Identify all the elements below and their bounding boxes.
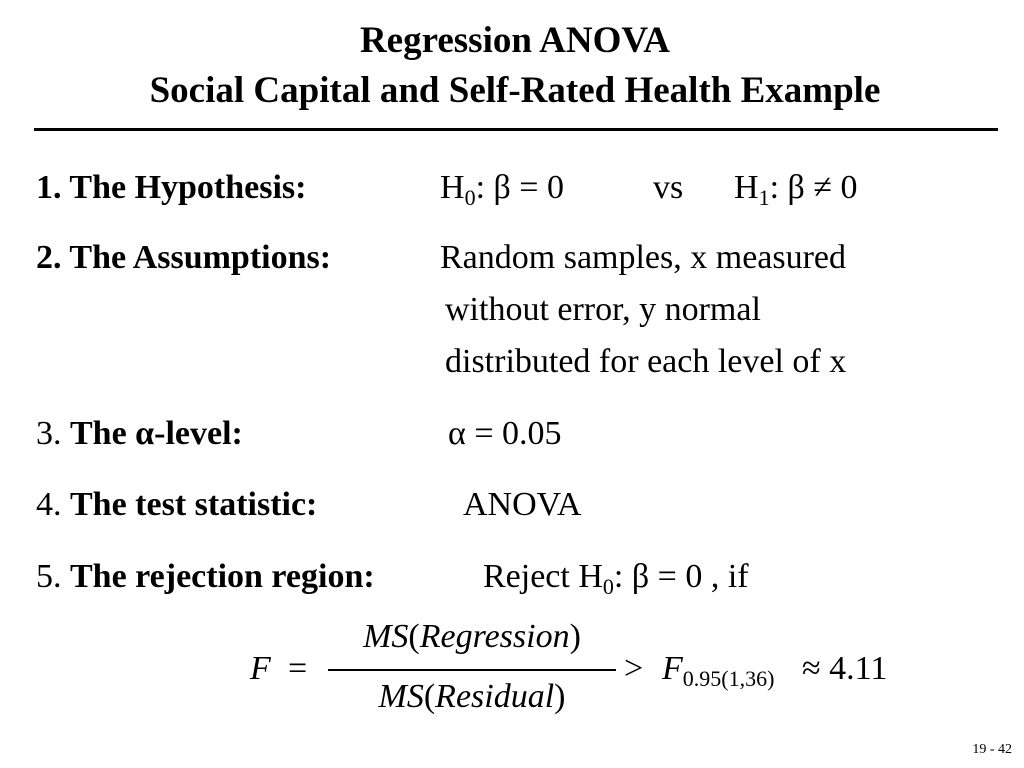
slide-number: 19 - 42 <box>972 742 1012 757</box>
assumptions-line-3: distributed for each level of x <box>445 343 847 380</box>
statistic-label: The test statistic: <box>70 486 318 523</box>
rejection-formula <box>250 614 930 724</box>
title-line-2: Social Capital and Self-Rated Health Example <box>149 70 881 111</box>
item-rejection <box>36 557 375 597</box>
item-hypothesis <box>36 168 306 208</box>
formula-equals: = <box>288 650 308 687</box>
rejection-text: Reject $H_0$: β = 0 , if <box>483 558 749 599</box>
hypothesis-label: 1. The Hypothesis: <box>36 169 307 206</box>
rejection-label: The rejection region: <box>70 558 375 595</box>
assumptions-label: 2. The Assumptions: <box>36 239 332 276</box>
hypothesis-h0: $H_0$: β = 0 <box>440 169 564 210</box>
hypothesis-h1: $H_1$: β ≠ 0 <box>734 169 858 210</box>
rejection-number: 5. <box>36 558 70 595</box>
alpha-number: 3. <box>36 415 70 452</box>
formula-critical-value: $F_{0.95(1,36)}$ <box>662 650 775 691</box>
formula-approx-value: ≈ 4.11 <box>802 650 888 687</box>
statistic-value: ANOVA <box>463 486 582 523</box>
alpha-value: α = 0.05 <box>448 415 562 452</box>
statistic-number: 4. <box>36 486 70 523</box>
slide-title <box>0 16 1024 116</box>
item-assumptions <box>36 238 331 278</box>
alpha-label: The α-level: <box>70 415 243 452</box>
fraction-bar <box>328 669 616 671</box>
title-line-1: Regression ANOVA <box>359 20 671 61</box>
title-divider <box>34 128 998 131</box>
assumptions-line-1: Random samples, x measured <box>440 239 847 276</box>
formula-greater-than: > <box>624 650 644 687</box>
formula-denominator: MS(Residual) <box>378 678 566 715</box>
formula-lhs: F <box>250 650 271 687</box>
formula-fraction <box>328 614 616 724</box>
hypothesis-vs: vs <box>653 169 684 206</box>
item-alpha <box>36 414 243 454</box>
assumptions-line-2: without error, y normal <box>445 291 761 328</box>
formula-numerator: MS(Regression) <box>363 618 581 655</box>
item-statistic <box>36 485 317 525</box>
